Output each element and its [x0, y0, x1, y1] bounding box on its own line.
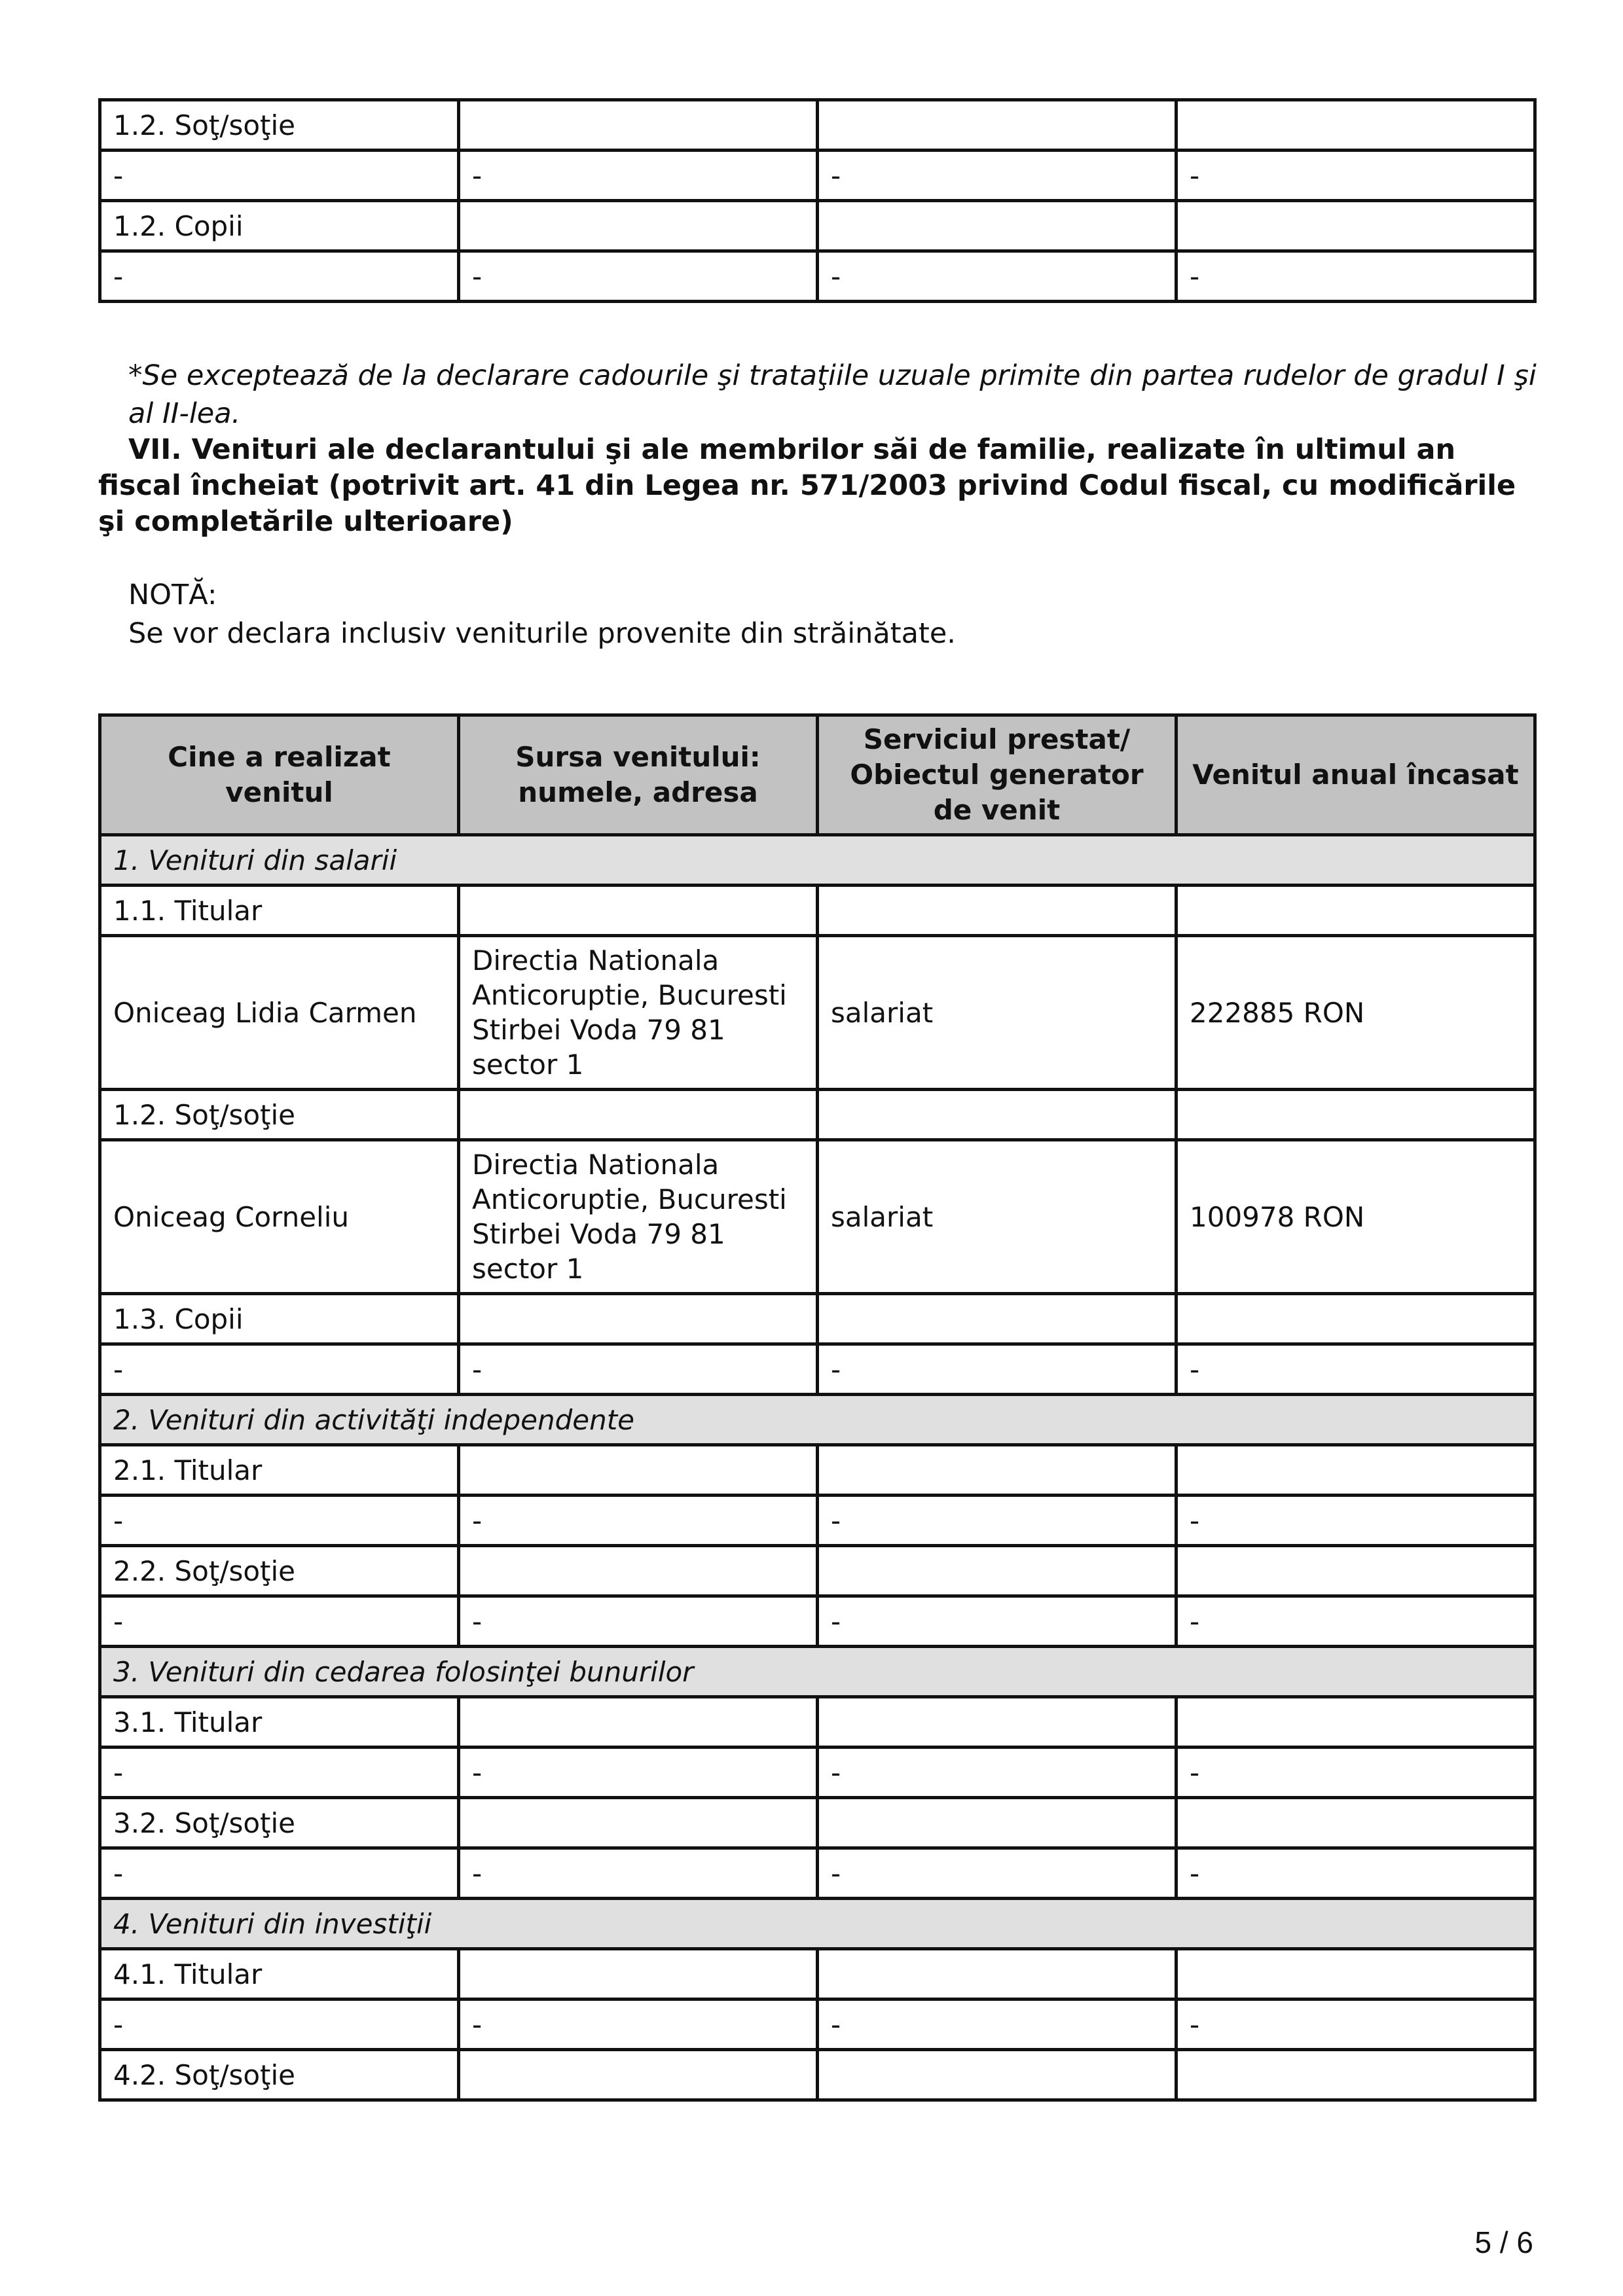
table-cell: - — [818, 1596, 1176, 1647]
income-table — [98, 713, 1537, 2102]
table-cell: 3.2. Soţ/soţie — [100, 1798, 459, 1848]
table-cell — [818, 1445, 1176, 1496]
table-row — [100, 1798, 1535, 1848]
table-row — [100, 1294, 1535, 1344]
table-cell: 1.2. Soţ/soţie — [100, 1090, 459, 1140]
table-cell: - — [818, 1848, 1176, 1899]
table-cell: - — [818, 1748, 1176, 1798]
table-cell: 222885 RON — [1176, 936, 1535, 1090]
table-cell: - — [459, 151, 818, 201]
section-title: 3. Venituri din cedarea folosinţei bunurilor — [100, 1647, 1535, 1697]
table-cell: - — [1176, 1496, 1535, 1546]
table-cell: - — [100, 2000, 459, 2050]
column-header-who: Cine a realizat venitul — [100, 715, 459, 835]
table-cell: 4.2. Soţ/soţie — [100, 2050, 459, 2100]
income-table-body — [100, 835, 1535, 2100]
table-cell: 1.2. Soţ/soţie — [100, 100, 459, 151]
table-cell: salariat — [818, 1140, 1176, 1294]
table-cell — [818, 2050, 1176, 2100]
table-cell: - — [100, 1596, 459, 1647]
table-cell — [459, 1445, 818, 1496]
table-cell — [459, 1294, 818, 1344]
section-title: 4. Venituri din investiţii — [100, 1899, 1535, 1949]
section-title: 2. Venituri din activităţi independente — [100, 1395, 1535, 1445]
table-cell: Oniceag Lidia Carmen — [100, 936, 459, 1090]
table-row — [100, 1546, 1535, 1596]
table-cell: 1.2. Copii — [100, 201, 459, 251]
note-text: Se vor declara inclusiv veniturile provenite din străinătate. — [128, 617, 956, 650]
section-title: 1. Venituri din salarii — [100, 835, 1535, 886]
table-cell: - — [459, 1344, 818, 1395]
section-row — [100, 1395, 1535, 1445]
income-table-header — [100, 715, 1535, 835]
table-cell: - — [1176, 1344, 1535, 1395]
table-cell — [459, 100, 818, 151]
table-cell — [818, 1697, 1176, 1748]
table-cell — [459, 201, 818, 251]
table-cell — [818, 100, 1176, 151]
table-cell — [818, 1294, 1176, 1344]
gifts-table-continuation — [98, 98, 1537, 303]
column-header-source: Sursa venitului: numele, adresa — [459, 715, 818, 835]
table-cell — [818, 1090, 1176, 1140]
table-cell: - — [100, 1344, 459, 1395]
table-cell: - — [100, 1748, 459, 1798]
table-cell — [818, 201, 1176, 251]
table-cell — [1176, 1445, 1535, 1496]
table-cell: - — [459, 1496, 818, 1546]
table-cell — [459, 2050, 818, 2100]
page-number: 5 / 6 — [1474, 2225, 1533, 2259]
table-cell — [818, 886, 1176, 936]
table-cell: - — [459, 1596, 818, 1647]
table-row — [100, 1697, 1535, 1748]
table-row — [100, 100, 1535, 151]
table-cell — [459, 1949, 818, 2000]
table-cell: - — [100, 1848, 459, 1899]
table-row — [100, 151, 1535, 201]
table-row — [100, 251, 1535, 302]
table-cell — [459, 1090, 818, 1140]
section-row — [100, 1647, 1535, 1697]
table-cell — [1176, 1294, 1535, 1344]
table-cell — [1176, 1090, 1535, 1140]
table-row — [100, 1445, 1535, 1496]
gifts-table-body — [100, 100, 1535, 302]
table-cell — [1176, 886, 1535, 936]
table-cell: - — [818, 151, 1176, 201]
table-row — [100, 1140, 1535, 1294]
table-cell — [818, 1798, 1176, 1848]
table-row — [100, 1949, 1535, 2000]
table-cell — [459, 1697, 818, 1748]
table-cell: 2.2. Soţ/soţie — [100, 1546, 459, 1596]
table-cell — [1176, 1798, 1535, 1848]
table-cell: 1.1. Titular — [100, 886, 459, 936]
section-row — [100, 835, 1535, 886]
table-cell — [818, 1949, 1176, 2000]
table-cell: Oniceag Corneliu — [100, 1140, 459, 1294]
table-cell: - — [1176, 1848, 1535, 1899]
table-cell — [1176, 1546, 1535, 1596]
table-cell — [459, 1546, 818, 1596]
table-row — [100, 2050, 1535, 2100]
table-cell: - — [1176, 151, 1535, 201]
gifts-footnote: *Se exceptează de la declarare cadourile şi trataţiile uzuale primite din partea rudelor de gradul I şi al II-lea. — [128, 359, 1537, 430]
table-row — [100, 2000, 1535, 2050]
table-cell — [818, 1546, 1176, 1596]
table-cell: - — [818, 251, 1176, 302]
table-row — [100, 1848, 1535, 1899]
table-cell: - — [459, 2000, 818, 2050]
table-cell: 4.1. Titular — [100, 1949, 459, 2000]
table-cell — [459, 1798, 818, 1848]
header-row — [100, 715, 1535, 835]
table-cell: 2.1. Titular — [100, 1445, 459, 1496]
table-row — [100, 936, 1535, 1090]
table-cell — [459, 886, 818, 936]
table-cell: 3.1. Titular — [100, 1697, 459, 1748]
table-cell: - — [818, 2000, 1176, 2050]
table-cell: - — [100, 251, 459, 302]
table-cell — [1176, 2050, 1535, 2100]
table-cell: - — [100, 1496, 459, 1546]
table-row — [100, 1748, 1535, 1798]
column-header-annual-income: Venitul anual încasat — [1176, 715, 1535, 835]
table-cell: Directia Nationala Anticoruptie, Bucuresti Stirbei Voda 79 81 sector 1 — [459, 936, 818, 1090]
table-cell: - — [1176, 1596, 1535, 1647]
table-cell: - — [1176, 251, 1535, 302]
table-cell — [1176, 201, 1535, 251]
table-cell: 100978 RON — [1176, 1140, 1535, 1294]
table-row — [100, 1496, 1535, 1546]
table-cell: - — [1176, 2000, 1535, 2050]
table-row — [100, 1090, 1535, 1140]
table-cell: - — [459, 251, 818, 302]
table-cell: - — [459, 1848, 818, 1899]
note-title: NOTĂ: — [128, 579, 217, 611]
note-block — [128, 576, 1536, 653]
table-cell: - — [818, 1496, 1176, 1546]
table-row — [100, 1344, 1535, 1395]
table-cell — [1176, 1949, 1535, 2000]
table-cell: salariat — [818, 936, 1176, 1090]
table-cell: - — [459, 1748, 818, 1798]
table-cell — [1176, 1697, 1535, 1748]
table-cell: Directia Nationala Anticoruptie, Bucuresti Stirbei Voda 79 81 sector 1 — [459, 1140, 818, 1294]
table-row — [100, 201, 1535, 251]
table-cell: - — [1176, 1748, 1535, 1798]
table-cell — [1176, 100, 1535, 151]
table-cell: - — [100, 151, 459, 201]
section-row — [100, 1899, 1535, 1949]
table-cell: 1.3. Copii — [100, 1294, 459, 1344]
table-row — [100, 886, 1535, 936]
table-cell: - — [818, 1344, 1176, 1395]
table-row — [100, 1596, 1535, 1647]
column-header-service: Serviciul prestat/ Obiectul generator de venit — [818, 715, 1176, 835]
section-heading: VII. Venituri ale declarantului şi ale membrilor săi de familie, realizate în ultimul an fiscal încheiat (potrivit art. 41 din Legea nr. 571/2003 privind Codul fiscal, cu modificările şi completările ulterioare) — [98, 433, 1516, 538]
